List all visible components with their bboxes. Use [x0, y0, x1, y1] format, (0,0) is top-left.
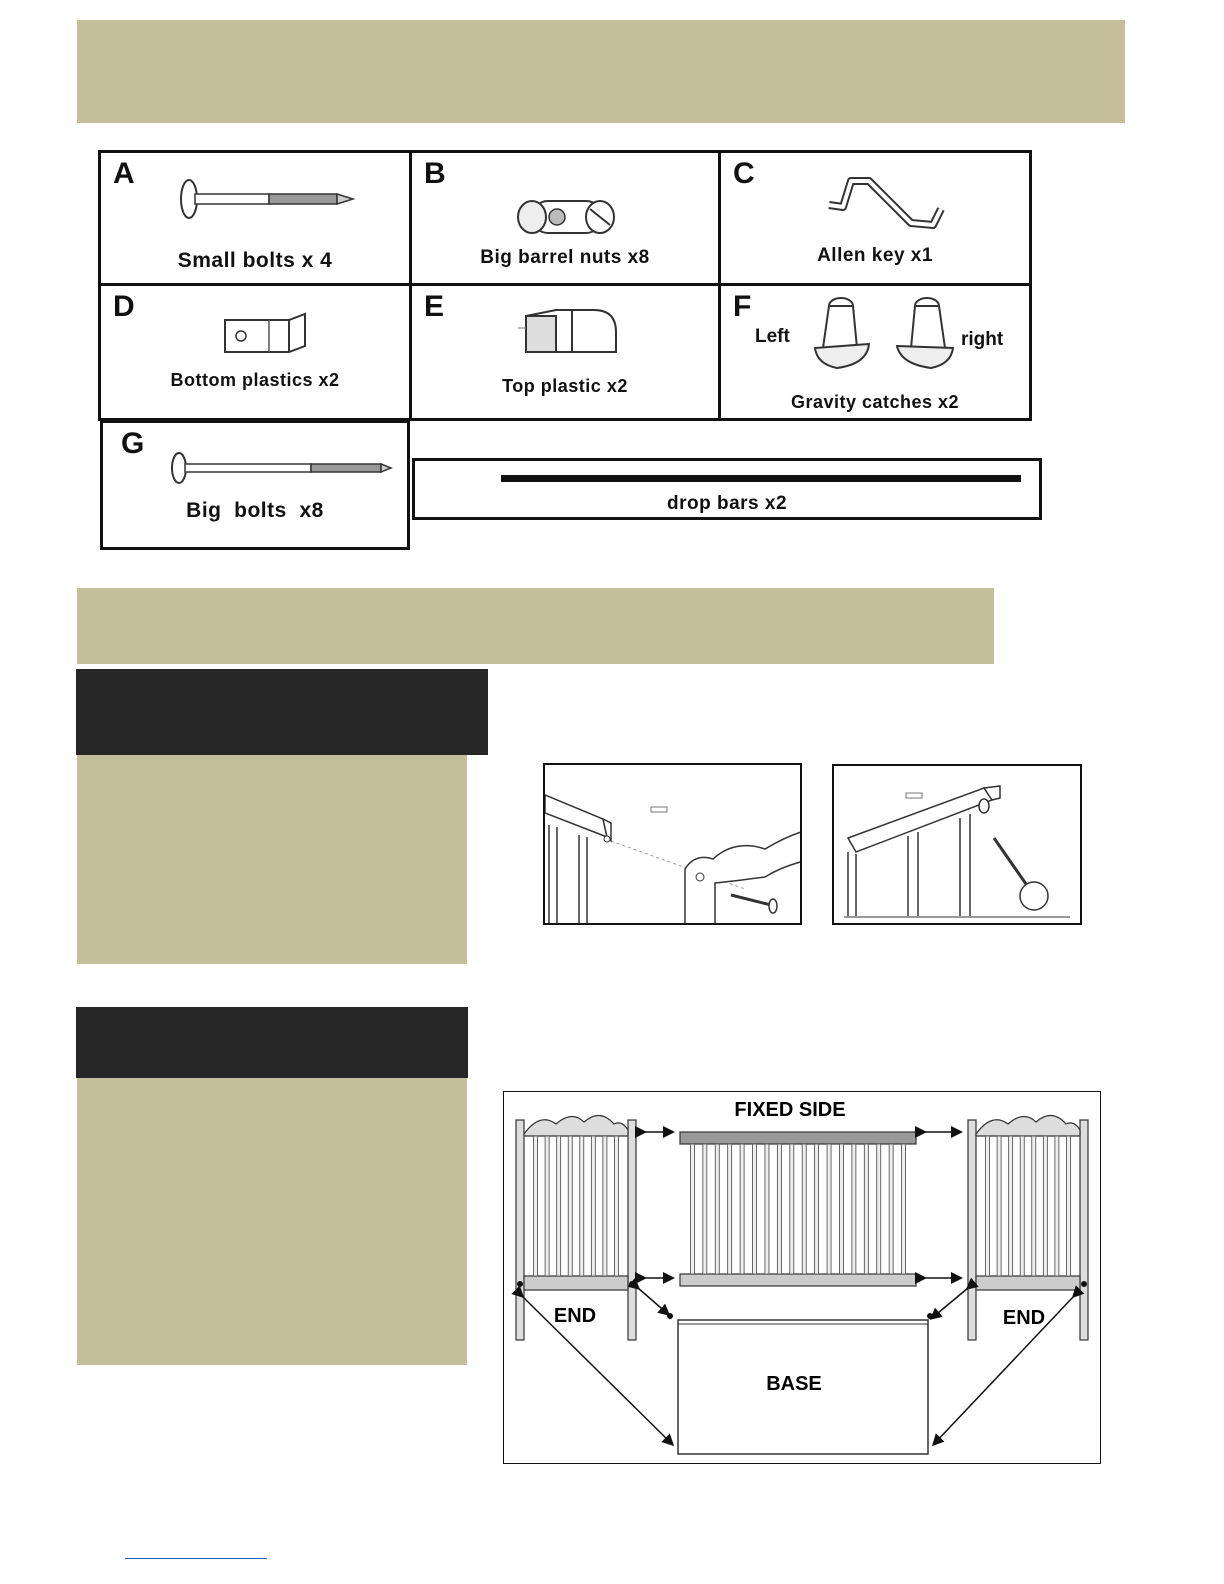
- slat: [827, 1144, 831, 1274]
- part-letter: B: [424, 157, 446, 190]
- bolt-assembly-diagram: [545, 765, 802, 925]
- slat: [1009, 1136, 1013, 1276]
- step-2-text-panel: [77, 1078, 467, 1365]
- slat: [728, 1144, 732, 1274]
- slat: [753, 1144, 757, 1274]
- footer-rule: [125, 1558, 267, 1559]
- slat: [603, 1136, 607, 1276]
- part-label: Top plastic x2: [502, 376, 628, 396]
- part-label: Big barrel nuts x8: [480, 247, 650, 268]
- slat: [815, 1144, 819, 1274]
- part-f-cell: [718, 283, 1032, 421]
- base-label: BASE: [766, 1373, 822, 1395]
- slat: [986, 1136, 990, 1276]
- barrel-nut-icon: [512, 193, 622, 241]
- slat: [591, 1136, 595, 1276]
- part-letter: E: [424, 290, 445, 323]
- allen-key-tightening-diagram: [834, 766, 1082, 925]
- part-letter: G: [121, 427, 145, 460]
- part-label: Small bolts x 4: [177, 249, 333, 272]
- slat: [864, 1144, 868, 1274]
- part-label: Big bolts x8: [186, 499, 324, 522]
- slat: [703, 1144, 707, 1274]
- slat: [1043, 1136, 1047, 1276]
- gravity-catch-right-label: right: [961, 329, 1004, 350]
- part-b-cell: [409, 150, 721, 286]
- small-bolt-icon: [177, 177, 363, 221]
- slat: [715, 1144, 719, 1274]
- slat: [614, 1136, 618, 1276]
- slat: [839, 1144, 843, 1274]
- part-label: Bottom plastics x2: [170, 370, 340, 390]
- slat: [889, 1144, 893, 1274]
- gravity-catch-left-label: Left: [755, 326, 790, 347]
- part-letter: D: [113, 290, 135, 323]
- end-label-left: END: [553, 1305, 597, 1327]
- part-e-cell: [409, 283, 721, 421]
- slat: [740, 1144, 744, 1274]
- gravity-catch-icon: [809, 292, 959, 372]
- slat: [790, 1144, 794, 1274]
- part-label: drop bars x2: [666, 493, 788, 514]
- bottom-plastic-icon: [219, 310, 315, 358]
- slat: [852, 1144, 856, 1274]
- step-1-figure-right: [832, 764, 1082, 925]
- step-1-header: [76, 669, 488, 755]
- slat: [568, 1136, 572, 1276]
- drop-bars-cell: [412, 458, 1042, 520]
- slat: [1066, 1136, 1070, 1276]
- part-label: Allen key x1: [817, 245, 933, 266]
- end-label-right: END: [1002, 1307, 1046, 1329]
- parts-list: [96, 148, 1046, 558]
- slat: [902, 1144, 906, 1274]
- top-plastic-icon: [516, 300, 626, 362]
- slat: [690, 1144, 694, 1274]
- step-2-header: [76, 1007, 468, 1078]
- slat: [997, 1136, 1001, 1276]
- part-a-cell: [98, 150, 412, 286]
- part-c-cell: [718, 150, 1032, 286]
- fixed-side-label: FIXED SIDE: [734, 1099, 846, 1121]
- part-d-cell: [98, 283, 412, 421]
- part-letter: A: [113, 157, 135, 190]
- slat: [802, 1144, 806, 1274]
- slat: [1032, 1136, 1036, 1276]
- part-letter: C: [733, 157, 755, 190]
- drop-bar-icon: [501, 475, 1021, 482]
- cot-assembly-figure: [503, 1091, 1101, 1464]
- slat: [877, 1144, 881, 1274]
- slat: [580, 1136, 584, 1276]
- fixed-side-panel: [680, 1132, 916, 1286]
- slat: [545, 1136, 549, 1276]
- step-1-text-panel: [77, 755, 467, 964]
- slat: [777, 1144, 781, 1274]
- slat: [1055, 1136, 1059, 1276]
- part-label: Gravity catches x2: [790, 392, 960, 412]
- part-g-cell: [100, 420, 410, 550]
- section-band: [77, 588, 994, 664]
- cot-assembly-diagram: [504, 1092, 1101, 1464]
- slat: [557, 1136, 561, 1276]
- big-bolt-icon: [169, 451, 395, 485]
- slat: [765, 1144, 769, 1274]
- header-band: [77, 20, 1125, 123]
- slat: [1020, 1136, 1024, 1276]
- step-1-figure-left: [543, 763, 802, 925]
- slat: [534, 1136, 538, 1276]
- part-letter: F: [733, 290, 752, 323]
- allen-key-icon: [821, 173, 966, 235]
